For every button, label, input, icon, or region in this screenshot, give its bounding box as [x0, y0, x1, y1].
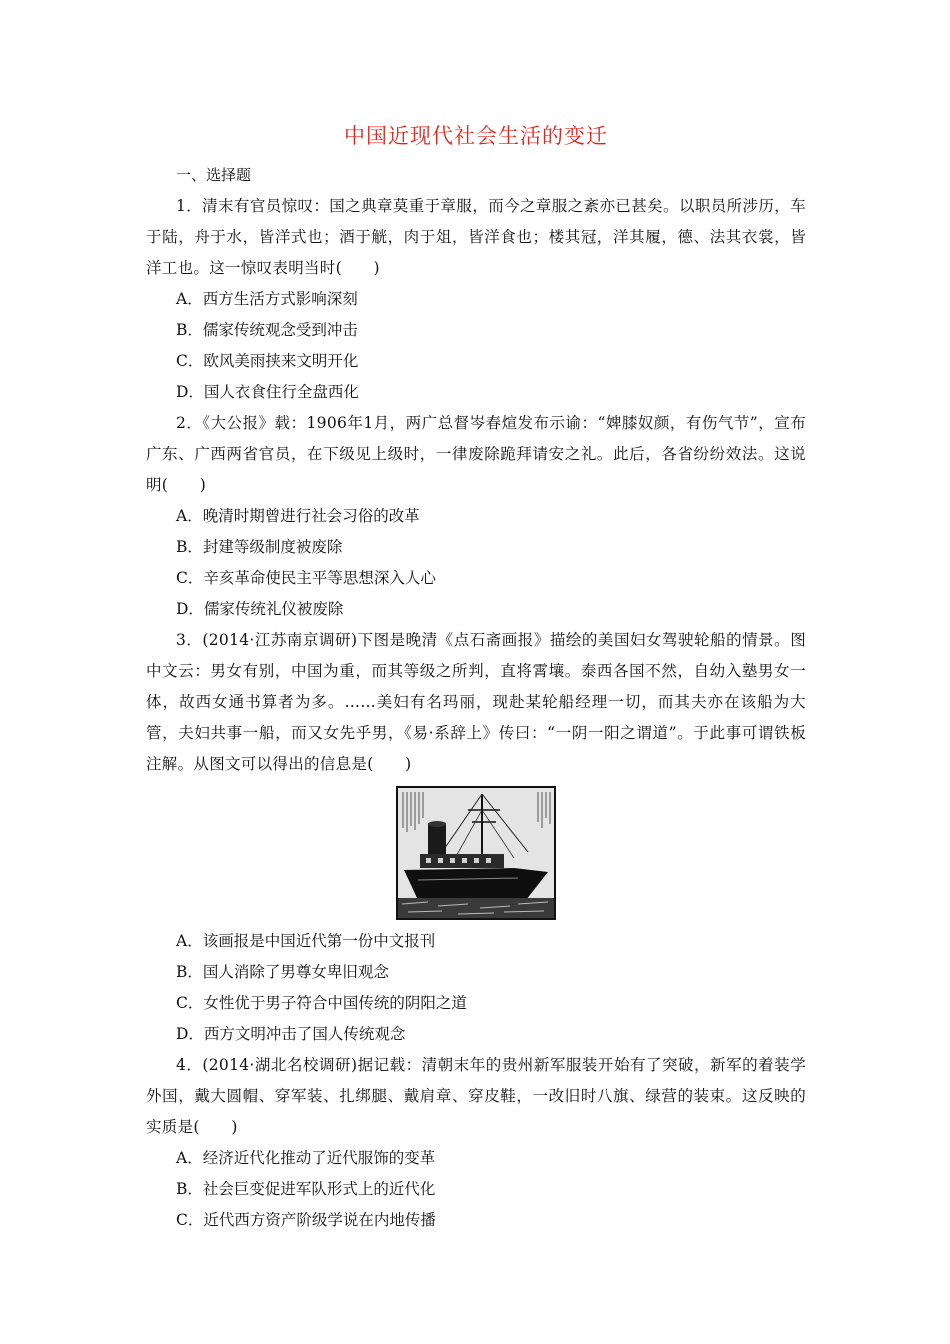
section-heading: 一、选择题: [176, 166, 252, 184]
steamship-illustration: [396, 786, 556, 920]
question-3: [146, 625, 806, 1050]
question-1-option-d: D．国人衣食住行全盘西化: [176, 383, 359, 401]
question-2-option-d: D．儒家传统礼仪被废除: [176, 600, 344, 618]
question-1: [146, 191, 806, 408]
steamship-drawing: [398, 788, 554, 918]
page-title: 中国近现代社会生活的变迁: [344, 124, 608, 148]
question-3-option-d: D．西方文明冲击了国人传统观念: [176, 1025, 406, 1043]
question-1-option-c: C．欧风美雨挟来文明开化: [176, 352, 359, 370]
question-3-stem: 3．(2014·江苏南京调研)下图是晚清《点石斋画报》描绘的美国妇女驾驶轮船的情景。图中文云：男女有别，中国为重，而其等级之所判，直将霄壤。泰西各国不然，自幼入塾男女一体，故西女通书算者为多。……美妇有名玛丽，现赴某轮船经理一切，而其夫亦在该船为大管，夫妇共事一船，而又女先乎男，《易·系辞上》传曰：“一阴一阳之谓道”。于此事可谓铁板注解。从图文可以得出的信息是( ): [146, 631, 806, 773]
question-3-option-b: B．国人消除了男尊女卑旧观念: [176, 963, 389, 981]
question-3-option-a: A．该画报是中国近代第一份中文报刊: [176, 932, 436, 950]
question-4-stem: 4．(2014·湖北名校调研)据记载：清朝末年的贵州新军服装开始有了突破，新军的着装学外国，戴大圆帽、穿军装、扎绑腿、戴肩章、穿皮鞋，一改旧时八旗、绿营的装束。这反映的实质是( ): [146, 1056, 806, 1136]
question-1-option-b: B．儒家传统观念受到冲击: [176, 321, 358, 339]
question-2-option-c: C．辛亥革命使民主平等思想深入人心: [176, 569, 436, 587]
question-2-stem: 2．《大公报》载：1906年1月，两广总督岑春煊发布示谕：“婢膝奴颜，有伤气节”，宣布广东、广西两省官员，在下级见上级时，一律废除跪拜请安之礼。此后，各省纷纷效法。这说明( ): [146, 414, 806, 494]
question-4-option-a: A．经济近代化推动了近代服饰的变革: [176, 1149, 436, 1167]
question-2: [146, 408, 806, 625]
question-1-option-a: A．西方生活方式影响深刻: [176, 290, 358, 308]
question-4-option-b: B．社会巨变促进军队形式上的近代化: [176, 1180, 436, 1198]
question-3-option-c: C．女性优于男子符合中国传统的阴阳之道: [176, 994, 467, 1012]
question-1-stem: 1．清末有官员惊叹：国之典章莫重于章服，而今之章服之紊亦已甚矣。以职员所涉历，车于陆，舟于水，皆洋式也；酒于觥，肉于俎，皆洋食也；楼其冠，洋其履，德、法其衣裳，皆洋工也。这一惊叹表明当时( ): [146, 197, 806, 277]
question-4-option-c: C．近代西方资产阶级学说在内地传播: [176, 1211, 436, 1229]
question-2-option-b: B．封建等级制度被废除: [176, 538, 343, 556]
question-2-option-a: A．晚清时期曾进行社会习俗的改革: [176, 507, 420, 525]
document-page: [146, 118, 806, 1236]
question-4: [146, 1050, 806, 1236]
